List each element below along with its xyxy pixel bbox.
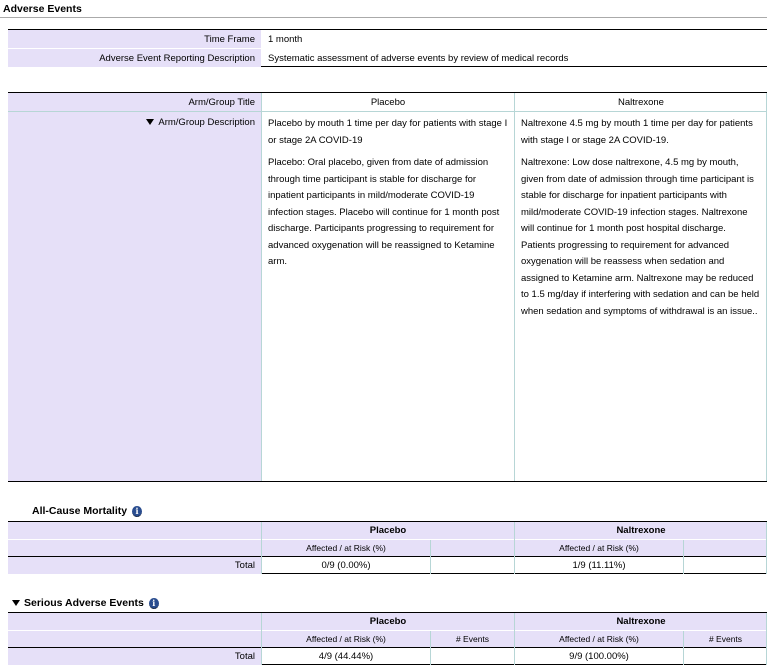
info-icon[interactable]: i (149, 598, 159, 609)
mortality-col-naltrexone: Naltrexone (616, 525, 666, 536)
title-underline (0, 17, 767, 18)
arm-desc-naltrexone (515, 113, 767, 473)
reporting-desc-value: Systematic assessment of adverse events by review of medical records (268, 53, 569, 64)
arm-title-naltrexone: Naltrexone (618, 97, 664, 108)
placebo-desc-p1: Placebo by mouth 1 time per day for patients with stage I or stage 2A COVID-19 (268, 118, 508, 146)
serious-placebo-value: 4/9 (44.44%) (318, 651, 374, 662)
serious-col-naltrexone: Naltrexone (616, 616, 666, 627)
spacer (8, 67, 767, 93)
triangle-down-icon (12, 600, 20, 606)
page-title: Adverse Events (3, 3, 82, 15)
arms-table (8, 93, 767, 482)
triangle-down-icon (146, 119, 154, 125)
serious-sub-naltrexone: Affected / at Risk (%) (559, 634, 639, 644)
serious-naltrexone-value: 9/9 (100.00%) (569, 651, 629, 662)
arm-desc-label: Arm/Group Description (158, 117, 255, 128)
arm-desc-placebo (262, 113, 514, 473)
serious-title: Serious Adverse Events (24, 597, 144, 609)
arm-title-placebo: Placebo (370, 97, 406, 108)
info-icon[interactable]: i (132, 506, 142, 517)
serious-events-placebo: # Events (455, 634, 490, 644)
serious-heading[interactable] (12, 595, 312, 611)
serious-table (8, 612, 767, 665)
placebo-desc-p2: Placebo: Oral placebo, given from date of admission through time participant is stable for discharge for inpatient participants in mild/moderate COVID-19 infection stages. Placebo will continue for 1 month post discharge. Participants progressing to requirement for advanced oxygenation will be reassigned to Ketamine arm. (268, 157, 500, 267)
serious-row-label: Total (8, 648, 261, 665)
naltrexone-desc-p1: Naltrexone 4.5 mg by mouth 1 time per day for patients with stage I or stage 2A COVID-19. (521, 118, 753, 146)
naltrexone-desc-p2: Naltrexone: Low dose naltrexone, 4.5 mg by mouth, given from date of admission through time participant is stable for discharge for inpatient participants with mild/moderate COVID-19 infection stages. Naltrexone will continue for 1 month post hospital discharge. Patients progressing to requirement for advanced oxygenation will be reassess when sedation and assigned to Ketamine arm. Naltrexone may be reduced to 1.5 mg/day if interfering with sedation and can be held when sedation and symptoms of withdrawal is an issue.. (521, 157, 760, 317)
mortality-title: All-Cause Mortality (32, 505, 128, 517)
time-frame-label: Time Frame (8, 30, 261, 48)
reporting-desc-label: Adverse Event Reporting Description (8, 49, 261, 67)
mortality-col-placebo: Placebo (369, 525, 407, 536)
time-frame-value: 1 month (268, 34, 303, 45)
serious-events-naltrexone: # Events (708, 634, 743, 644)
mortality-placebo-value: 0/9 (0.00%) (321, 560, 371, 571)
arm-title-label: Arm/Group Title (188, 97, 255, 108)
mortality-row-label: Total (8, 557, 261, 574)
mortality-naltrexone-value: 1/9 (11.11%) (572, 560, 626, 571)
serious-sub-placebo: Affected / at Risk (%) (306, 634, 386, 644)
arm-description-toggle[interactable] (8, 113, 261, 131)
mortality-sub-naltrexone: Affected / at Risk (%) (559, 543, 639, 553)
overview-table (8, 29, 767, 67)
mortality-table (8, 521, 767, 574)
arms-label-column (8, 93, 261, 481)
serious-col-placebo: Placebo (369, 616, 407, 627)
mortality-sub-placebo: Affected / at Risk (%) (306, 543, 386, 553)
mortality-heading (32, 503, 332, 519)
